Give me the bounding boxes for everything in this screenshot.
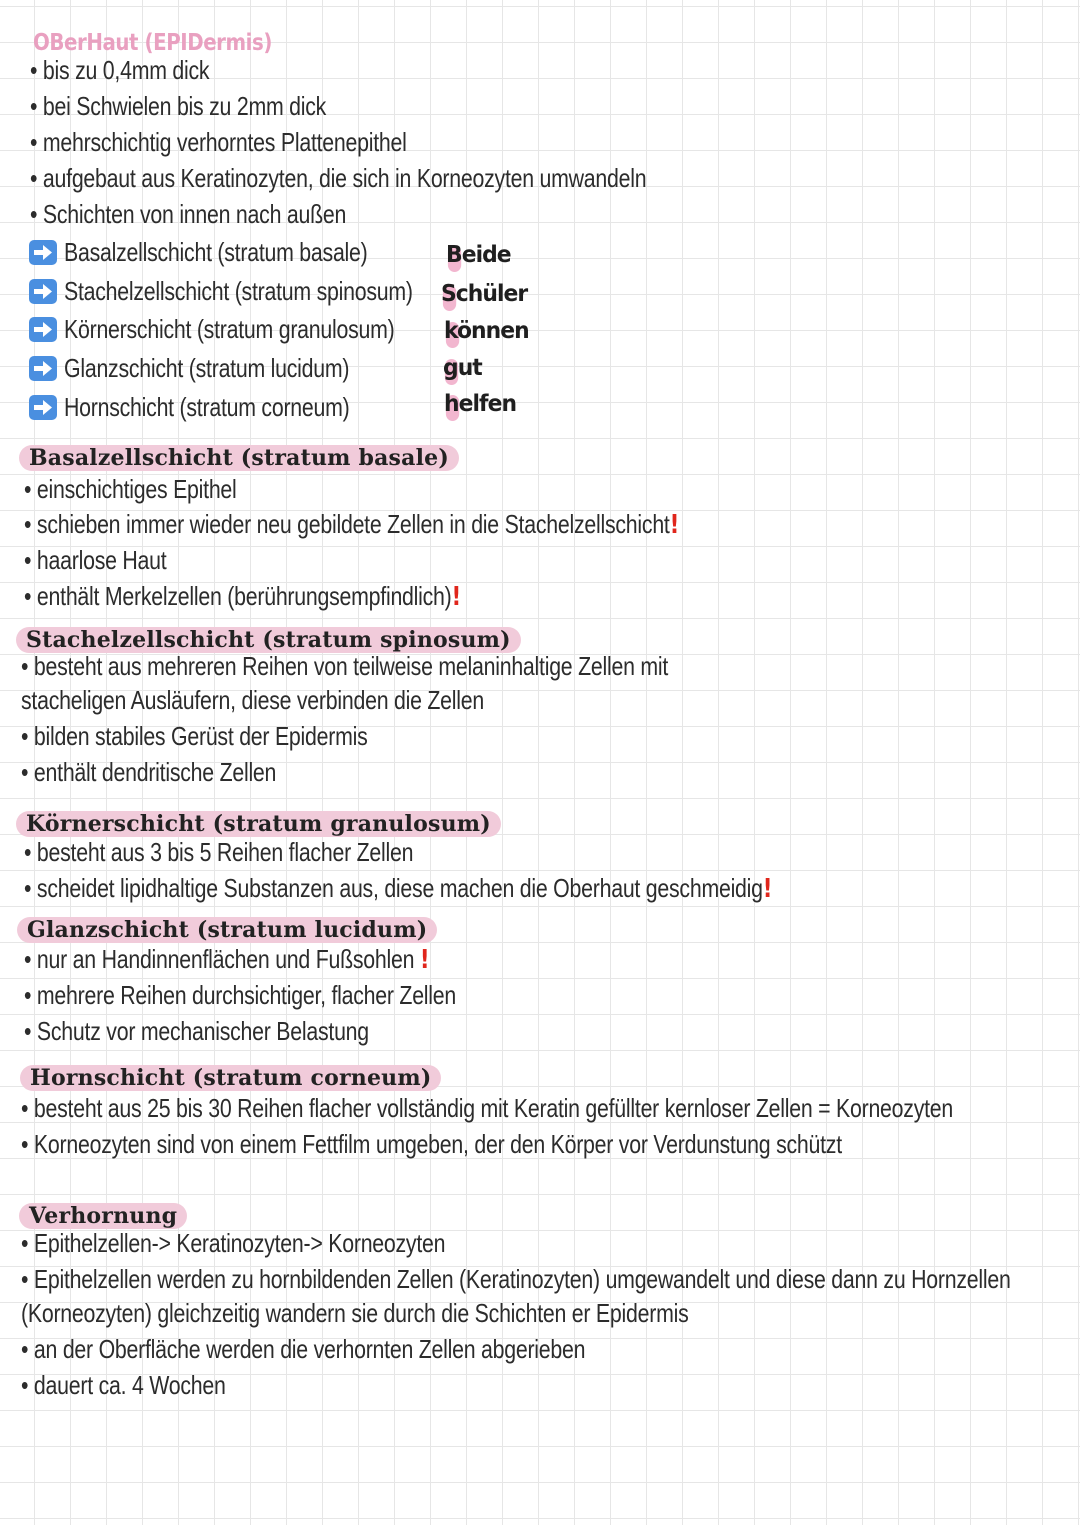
mnemonic-word: helfen — [444, 391, 516, 417]
arrow-right-icon — [29, 240, 57, 265]
page-title: OBerHaut (EPIDermis) — [33, 30, 272, 56]
exclamation-mark: ! — [419, 945, 430, 975]
section-heading-granulosum: Körnerschicht (stratum granulosum) — [16, 811, 501, 837]
section-heading-lucidum: Glanzschicht (stratum lucidum) — [17, 917, 437, 943]
verhornung-continuation: (Korneozyten) gleichzeitig wandern sie durch die Schichten er Epidermis — [21, 1298, 689, 1328]
layer-item-spinosum: Stachelzellschicht (stratum spinosum) — [64, 276, 413, 306]
mnemonic-word: Schüler — [441, 281, 527, 307]
exclamation-mark: ! — [669, 510, 680, 540]
basale-bullet: • enthält Merkelzellen (berührungsempfindlich)! — [24, 581, 462, 612]
intro-bullet-4: • aufgebaut aus Keratinozyten, die sich in Korneozyten umwandeln — [30, 163, 647, 193]
basale-bullet: • haarlose Haut — [24, 545, 167, 575]
spinosum-bullet: • enthält dendritische Zellen — [21, 757, 277, 787]
basale-bullet: • schieben immer wieder neu gebildete Zellen in die Stachelzellschicht! — [24, 509, 680, 540]
exclamation-mark: ! — [762, 874, 773, 904]
granulosum-bullet: • scheidet lipidhaltige Substanzen aus, diese machen die Oberhaut geschmeidig! — [24, 873, 773, 904]
intro-bullet-1: • bis zu 0,4mm dick — [30, 55, 210, 85]
intro-bullet-2: • bei Schwielen bis zu 2mm dick — [30, 91, 327, 121]
spinosum-bullet: • bilden stabiles Gerüst der Epidermis — [21, 721, 368, 751]
layer-item-granulosum: Körnerschicht (stratum granulosum) — [64, 314, 395, 344]
corneum-bullet: • besteht aus 25 bis 30 Reihen flacher vollständig mit Keratin gefüllter kernloser Zellen = Korneozyten — [21, 1093, 954, 1123]
section-heading-verhornung: Verhornung — [19, 1203, 187, 1229]
intro-bullet-5: • Schichten von innen nach außen — [30, 199, 347, 229]
verhornung-bullet: • Epithelzellen werden zu hornbildenden Zellen (Keratinozyten) umgewandelt und diese dann zu Hornzellen — [21, 1264, 1011, 1294]
arrow-right-icon — [29, 395, 57, 420]
mnemonic-word: gut — [443, 355, 482, 381]
section-heading-basale: Basalzellschicht (stratum basale) — [19, 445, 459, 471]
section-heading-spinosum: Stachelzellschicht (stratum spinosum) — [16, 627, 521, 653]
section-heading-corneum: Hornschicht (stratum corneum) — [20, 1065, 441, 1091]
verhornung-bullet: • Epithelzellen-> Keratinozyten-> Korneozyten — [21, 1228, 446, 1258]
layer-item-basale: Basalzellschicht (stratum basale) — [64, 237, 368, 267]
layer-item-corneum: Hornschicht (stratum corneum) — [64, 392, 350, 422]
arrow-right-icon — [29, 356, 57, 381]
spinosum-continuation: stacheligen Ausläufern, diese verbinden die Zellen — [21, 685, 484, 715]
mnemonic-word: Beide — [446, 242, 511, 268]
lucidum-bullet: • nur an Handinnenflächen und Fußsohlen ! — [24, 944, 430, 975]
arrow-right-icon — [29, 317, 57, 342]
exclamation-mark: ! — [451, 582, 462, 612]
verhornung-bullet: • dauert ca. 4 Wochen — [21, 1370, 226, 1400]
corneum-bullet: • Korneozyten sind von einem Fettfilm umgeben, der den Körper vor Verdunstung schützt — [21, 1129, 842, 1159]
granulosum-bullet: • besteht aus 3 bis 5 Reihen flacher Zellen — [24, 837, 414, 867]
basale-bullet: • einschichtiges Epithel — [24, 474, 237, 504]
arrow-right-icon — [29, 279, 57, 304]
verhornung-bullet: • an der Oberfläche werden die verhornten Zellen abgerieben — [21, 1334, 586, 1364]
intro-bullet-3: • mehrschichtig verhorntes Plattenepithel — [30, 127, 407, 157]
lucidum-bullet: • mehrere Reihen durchsichtiger, flacher Zellen — [24, 980, 457, 1010]
lucidum-bullet: • Schutz vor mechanischer Belastung — [24, 1016, 369, 1046]
spinosum-bullet: • besteht aus mehreren Reihen von teilweise melaninhaltige Zellen mit — [21, 651, 669, 681]
layer-item-lucidum: Glanzschicht (stratum lucidum) — [64, 353, 350, 383]
mnemonic-word: können — [444, 318, 529, 344]
